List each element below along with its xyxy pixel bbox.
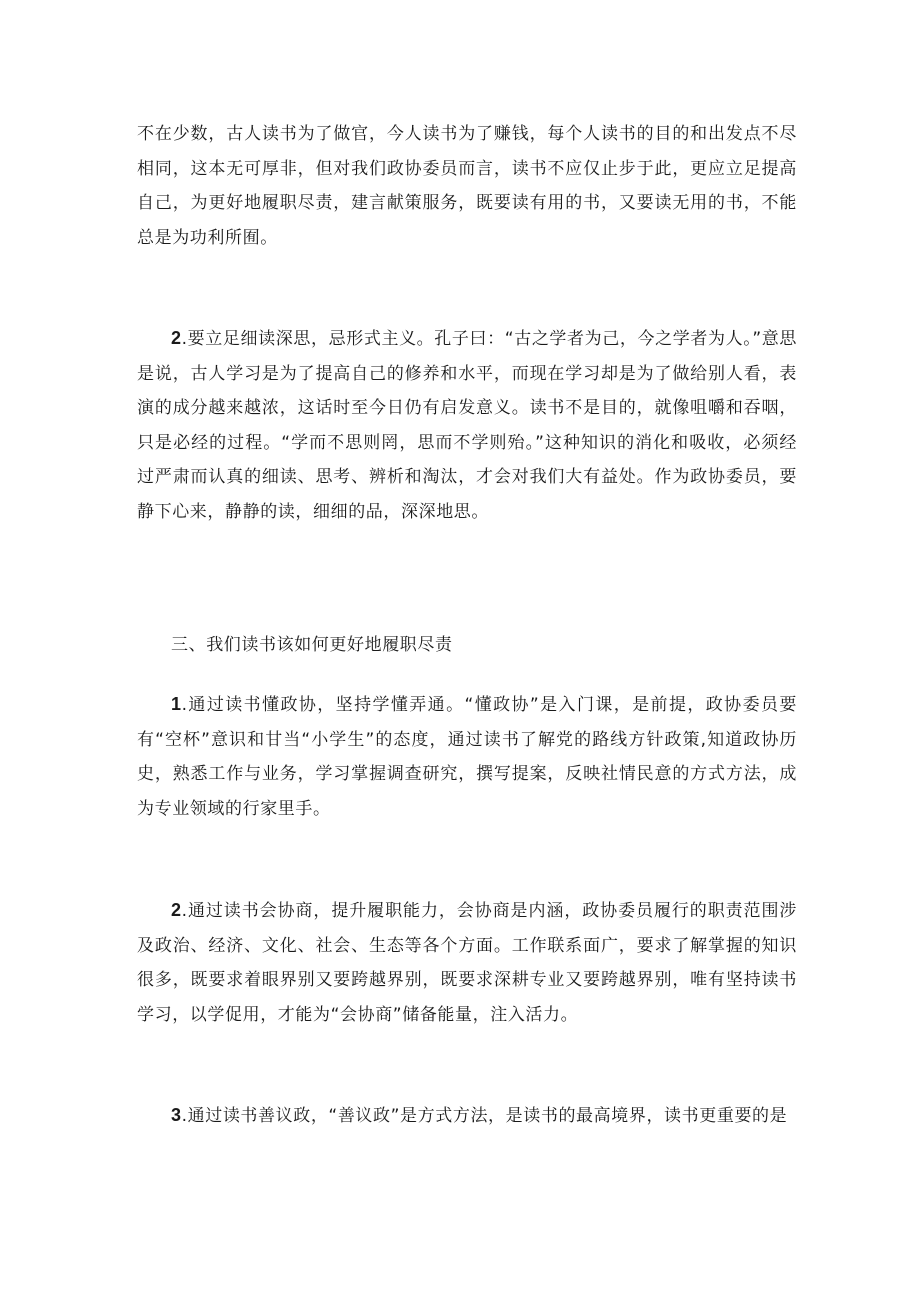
section-heading-three: [137, 628, 797, 663]
paragraph-point-2-consult: [137, 893, 797, 1032]
paragraph-text: 不在少数，古人读书为了做官，今人读书为了赚钱，每个人读书的目的和出发点不尽相同，这本无可厚非，但对我们政协委员而言，读书不应仅止步于此，更应立足提高自己，为更好地履职尽责，建言献策服务，既要读有用的书，又要读无用的书，不能总是为功利所囿。: [137, 124, 797, 248]
paragraph-text: .通过读书懂政协，坚持学懂弄通。“懂政协”是入门课，是前提，政协委员要有“空杯”意识和甘当“小学生”的态度，通过读书了解党的路线方针政策,知道政协历史，熟悉工作与业务，学习掌握调查研究，撰写提案，反映社情民意的方式方法，成为专业领域的行家里手。: [137, 695, 797, 819]
paragraph-point-2-deep-reading: [137, 321, 797, 529]
paragraph-number: 1: [171, 694, 182, 714]
paragraph-text: .通过读书善议政，“善议政”是方式方法，是读书的最高境界，读书更重要的是: [181, 1106, 788, 1126]
paragraph-point-1-understand: [137, 687, 797, 826]
paragraph-number: 2: [171, 328, 182, 348]
paragraph-text: .要立足细读深思，忌形式主义。孔子曰：“古之学者为己，今之学者为人。”意思是说，古人学习是为了提高自己的修养和水平，而现在学习却是为了做给别人看，表演的成分越来越浓，这话时至今日仍有启发意义。读书不是目的，就像咀嚼和吞咽，只是必经的过程。“学而不思则罔，思而不学则殆。”这种知识的消化和吸收，必须经过严肃而认真的细读、思考、辨析和淘汰，才会对我们大有益处。作为政协委员，要静下心来，静静的读，细细的品，深深地思。: [137, 329, 797, 522]
paragraph-reading-purpose: [137, 117, 797, 255]
paragraph-number: 3: [171, 1105, 182, 1125]
paragraph-point-3-deliberate: [137, 1098, 797, 1134]
paragraph-text: .通过读书会协商，提升履职能力，会协商是内涵，政协委员履行的职责范围涉及政治、经济、文化、社会、生态等各个方面。工作联系面广，要求了解掌握的知识很多，既要求着眼界别又要跨越界别，既要求深耕专业又要跨越界别，唯有坚持读书学习，以学促用，才能为“会协商”储备能量，注入活力。: [137, 901, 797, 1025]
paragraph-number: 2: [171, 900, 182, 920]
heading-text: 三、我们读书该如何更好地履职尽责: [171, 635, 453, 655]
